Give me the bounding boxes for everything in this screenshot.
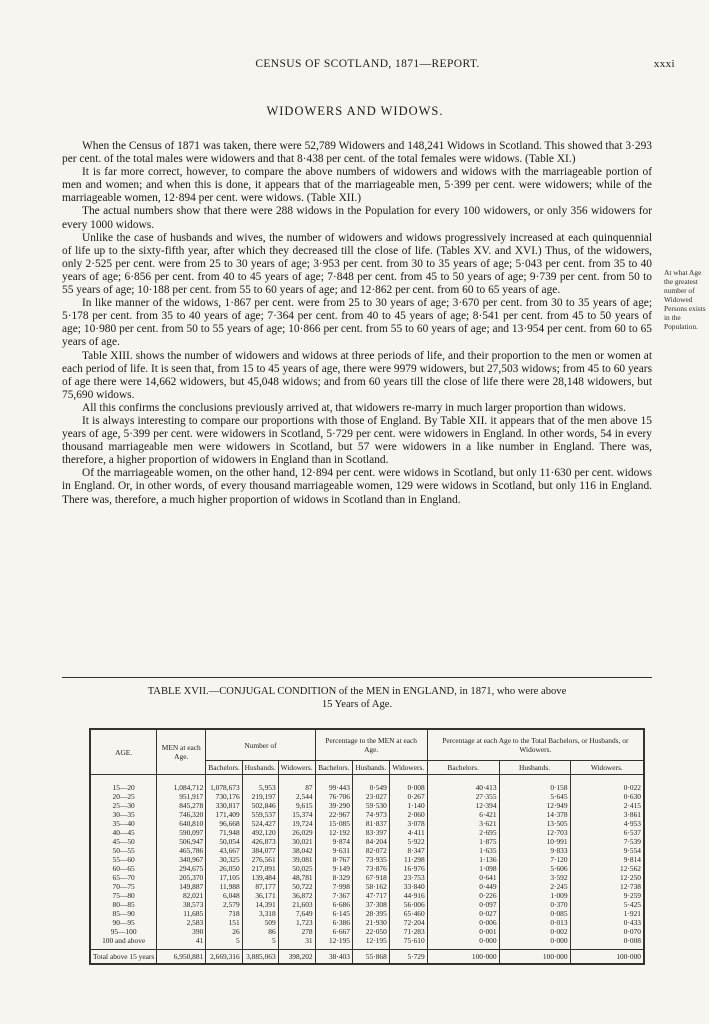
table-cell: 12·562: [570, 864, 644, 873]
table-cell: 7·539: [570, 837, 644, 846]
col-group-pct-men: Percentage to the MEN at each Age.: [315, 729, 427, 761]
table-total-row: [90, 950, 644, 965]
table-row: [90, 837, 644, 846]
table-cell: 59·530: [352, 801, 389, 810]
table-cell: 5: [206, 936, 242, 950]
table-cell: 22·050: [352, 927, 389, 936]
table-cell: 47·717: [352, 891, 389, 900]
table-title: [62, 686, 652, 711]
table-cell: 74·973: [352, 810, 389, 819]
table-cell: 4·953: [570, 819, 644, 828]
table-cell: 65·460: [389, 909, 427, 918]
section-divider: [62, 677, 652, 678]
table-cell: 96,668: [206, 819, 242, 828]
table-cell: 85—90: [90, 909, 157, 918]
table-cell: 9,615: [278, 801, 315, 810]
table-cell: 3·592: [499, 873, 570, 882]
table-cell: 12·394: [427, 801, 499, 810]
table-cell: 80—85: [90, 900, 157, 909]
table-cell: 26: [206, 927, 242, 936]
table-row: [90, 891, 644, 900]
table-cell: 718: [206, 909, 242, 918]
table-cell: 951,917: [157, 792, 206, 801]
table-cell: 15—20: [90, 775, 157, 793]
table-cell: 0·097: [427, 900, 499, 909]
table-cell: 25—30: [90, 801, 157, 810]
table-row: [90, 882, 644, 891]
table-cell: 2,579: [206, 900, 242, 909]
table-cell: 8·347: [389, 846, 427, 855]
table-cell: 5·645: [499, 792, 570, 801]
table-cell: 9·833: [499, 846, 570, 855]
table-cell: 5·425: [570, 900, 644, 909]
table-cell: 6,048: [206, 891, 242, 900]
running-title: CENSUS OF SCOTLAND, 1871—REPORT.: [255, 58, 480, 70]
table-cell: 0·226: [427, 891, 499, 900]
table-cell: 219,197: [242, 792, 278, 801]
table-row: [90, 810, 644, 819]
table-cell: 7·998: [315, 882, 352, 891]
table-row: [90, 936, 644, 950]
table-cell: 3·861: [570, 810, 644, 819]
table-cell: 12·195: [315, 936, 352, 950]
table-cell: 41: [157, 936, 206, 950]
table-cell: 0·549: [352, 775, 389, 793]
table-cell: 82,021: [157, 891, 206, 900]
table-cell: 1,084,712: [157, 775, 206, 793]
table-cell: 56·006: [389, 900, 427, 909]
table-cell: 845,278: [157, 801, 206, 810]
table-cell: 524,427: [242, 819, 278, 828]
table-cell: 28·395: [352, 909, 389, 918]
table-cell: 86: [242, 927, 278, 936]
table-cell: 492,120: [242, 828, 278, 837]
table-cell: 0·008: [389, 775, 427, 793]
table-cell: 6·686: [315, 900, 352, 909]
table-cell: 95—100: [90, 927, 157, 936]
table-cell: 16·976: [389, 864, 427, 873]
table-cell: 13·505: [499, 819, 570, 828]
col-men: MEN at each Age.: [157, 729, 206, 775]
table-cell: 0·433: [570, 918, 644, 927]
table-row: [90, 792, 644, 801]
col-age: AGE.: [90, 729, 157, 775]
table-cell: 30,325: [206, 855, 242, 864]
table-cell: 38,042: [278, 846, 315, 855]
col-bachelors: Bachelors.: [206, 761, 242, 775]
table-cell: 426,873: [242, 837, 278, 846]
table-cell: 9·554: [570, 846, 644, 855]
table-cell: 1·136: [427, 855, 499, 864]
table-cell: 12·738: [570, 882, 644, 891]
table-cell: 7·120: [499, 855, 570, 864]
table-cell: 1,078,673: [206, 775, 242, 793]
table-row: [90, 855, 644, 864]
table-cell: 50,722: [278, 882, 315, 891]
table-cell: 87,177: [242, 882, 278, 891]
table-container: [89, 728, 645, 965]
table-cell: 217,091: [242, 864, 278, 873]
table-cell: 398,202: [278, 950, 315, 965]
paragraph: In like manner of the widows, 1·867 per cent. were from 25 to 30 years of age; 3·670 per cent. from 30 to 35 years of age; 5·178 per cent. from 35 to 40 years of age; 7·364 per cent. from 40 to 45 years of age; 8·541 per cent. from 45 to 50 years of age; 10·980 per cent. from 50 to 55 years of age; 10·866 per cent. from 55 to 60 years of age; and 13·954 per cent. from 60 to 65 years of age.: [62, 297, 652, 349]
table-cell: 1,723: [278, 918, 315, 927]
table-cell: 21·930: [352, 918, 389, 927]
table-cell: 45—50: [90, 837, 157, 846]
table-row: [90, 846, 644, 855]
table-row: [90, 801, 644, 810]
table-cell: 10·991: [499, 837, 570, 846]
table-cell: 384,077: [242, 846, 278, 855]
table-cell: 71·283: [389, 927, 427, 936]
table-cell: 40·413: [427, 775, 499, 793]
table-cell: 3·621: [427, 819, 499, 828]
col-pct-husbands: Husbands.: [352, 761, 389, 775]
table-cell: 0·001: [427, 927, 499, 936]
table-cell: 55·868: [352, 950, 389, 965]
table-cell: 0·013: [499, 918, 570, 927]
table-cell: 15,374: [278, 810, 315, 819]
table-cell: 4·411: [389, 828, 427, 837]
table-cell: 21,603: [278, 900, 315, 909]
table-cell: 71,948: [206, 828, 242, 837]
table-cell: 30,021: [278, 837, 315, 846]
table-cell: 2,583: [157, 918, 206, 927]
table-cell: 75—80: [90, 891, 157, 900]
table-cell: 36,171: [242, 891, 278, 900]
table-cell: 33·840: [389, 882, 427, 891]
table-cell: 6·667: [315, 927, 352, 936]
table-cell: 276,561: [242, 855, 278, 864]
paragraph: When the Census of 1871 was taken, there were 52,789 Widowers and 148,241 Widows in Scotland. This showed that 3·293 per cent. of the total males were widowers and that 8·438 per cent. of the total females were widows. (Table XI.): [62, 140, 652, 166]
table-cell: 73·935: [352, 855, 389, 864]
table-row: [90, 918, 644, 927]
paragraph: It is always interesting to compare our proportions with those of England. By Table XII. it appears that of the men above 15 years of age, 5·399 per cent. were widowers in Scotland, 5·729 per cent. were widowers in England. In other words, 54 in every thousand marriageable men were widowers in Scotland, but 57 were widowers in a like number in England. There was, therefore, a higher proportion of widowers in England than in Scotland.: [62, 414, 652, 467]
table-cell: 0·370: [499, 900, 570, 909]
table-row: [90, 909, 644, 918]
paragraph: All this confirms the conclusions previously arrived at, that widowers re-marry in much larger proportion than widows.: [82, 401, 626, 414]
table-cell: 0·267: [389, 792, 427, 801]
table-cell: 65—70: [90, 873, 157, 882]
table-cell: 2·695: [427, 828, 499, 837]
table-cell: 509: [242, 918, 278, 927]
table-row: [90, 775, 644, 793]
table-cell: 22·967: [315, 810, 352, 819]
table-cell: 31: [278, 936, 315, 950]
paragraph: Of the marriageable women, on the other hand, 12·894 per cent. were widows in Scotland, but only 11·630 per cent. widows in England. Or, in other words, of every thousand marriageable women, 129 were widows in Scotland, but only 116 in England. There was, therefore, a much higher proportion of widows in Scotland than in England.: [62, 467, 652, 506]
paragraph: Table XIII. shows the number of widowers and widows at three periods of life, and their proportion to the men or women at each period of life. It is seen that, from 15 to 45 years of age, there were 9979 widowers, but 27,503 widows; from 45 to 60 years of age there were 14,662 widowers, but 45,048 widows; and from 60 years till the close of life there were 28,148 widowers, but 75,690 widows.: [62, 349, 652, 401]
table-cell: 0·000: [499, 936, 570, 950]
table-cell: 27·355: [427, 792, 499, 801]
table-cell: 1·921: [570, 909, 644, 918]
table-cell: 12·949: [499, 801, 570, 810]
table-cell: 278: [278, 927, 315, 936]
table-cell: 6·537: [570, 828, 644, 837]
col-pct-widowers: Widowers.: [389, 761, 427, 775]
table-row: [90, 873, 644, 882]
table-cell: 9·259: [570, 891, 644, 900]
paragraph: It is far more correct, however, to compare the above numbers of widowers and widows with the marriageable portion of men and women; and when this is done, it appears that of the marriageable men, 5·399 per cent. were widowers; while of the marriageable women, 12·894 per cent. were widows. (Table XII.): [62, 166, 652, 205]
table-row: [90, 864, 644, 873]
table-cell: 294,675: [157, 864, 206, 873]
body-text: [62, 140, 652, 507]
table-cell: 7·367: [315, 891, 352, 900]
table-cell: 0·641: [427, 873, 499, 882]
table-cell: 50,054: [206, 837, 242, 846]
col-husbands: Husbands.: [242, 761, 278, 775]
table-cell: 5·729: [389, 950, 427, 965]
table-cell: 15·085: [315, 819, 352, 828]
table-cell: 1·009: [499, 891, 570, 900]
table-cell: 746,320: [157, 810, 206, 819]
conjugal-condition-table: [89, 728, 645, 965]
table-cell: 11,988: [206, 882, 242, 891]
table-cell: 100 and above: [90, 936, 157, 950]
table-cell: 83·397: [352, 828, 389, 837]
table-cell: 9·149: [315, 864, 352, 873]
table-cell: 1·875: [427, 837, 499, 846]
table-cell: 12·195: [352, 936, 389, 950]
table-cell: 9·814: [570, 855, 644, 864]
table-title-line-1: TABLE XVII.—CONJUGAL CONDITION of the MEN in ENGLAND, in 1871, who were above: [147, 686, 567, 697]
table-cell: 9·631: [315, 846, 352, 855]
table-cell: 23·027: [352, 792, 389, 801]
table-cell: 72·204: [389, 918, 427, 927]
margin-note: At what Age the greatest number of Widowed Persons exists in the Population.: [664, 268, 706, 331]
table-cell: 0·006: [427, 918, 499, 927]
table-cell: 55—60: [90, 855, 157, 864]
table-cell: 11·298: [389, 855, 427, 864]
page-number: xxxi: [653, 58, 675, 70]
table-cell: 5·922: [389, 837, 427, 846]
table-cell: 171,409: [206, 810, 242, 819]
table-cell: 82·072: [352, 846, 389, 855]
table-cell: 6,950,881: [157, 950, 206, 965]
table-cell: 30—35: [90, 810, 157, 819]
table-cell: 139,484: [242, 873, 278, 882]
table-cell: 43,667: [206, 846, 242, 855]
table-cell: 640,810: [157, 819, 206, 828]
col-pct-bachelors: Bachelors.: [315, 761, 352, 775]
table-cell: 6·145: [315, 909, 352, 918]
table-cell: 11,685: [157, 909, 206, 918]
table-cell: 559,537: [242, 810, 278, 819]
table-cell: 6·386: [315, 918, 352, 927]
table-cell: 90—95: [90, 918, 157, 927]
table-cell: 87: [278, 775, 315, 793]
table-cell: 2·245: [499, 882, 570, 891]
table-title-line-2: 15 Years of Age.: [321, 698, 393, 710]
table-cell: 340,967: [157, 855, 206, 864]
table-cell: 12·703: [499, 828, 570, 837]
table-cell: 81·837: [352, 819, 389, 828]
table-cell: 76·706: [315, 792, 352, 801]
table-row: [90, 819, 644, 828]
table-cell: 0·027: [427, 909, 499, 918]
table-cell: 2·060: [389, 810, 427, 819]
col-group-number: Number of: [206, 729, 315, 761]
table-cell: 39,081: [278, 855, 315, 864]
table-cell: 60—65: [90, 864, 157, 873]
table-row: [90, 927, 644, 936]
table-cell: 44·916: [389, 891, 427, 900]
table-cell: 17,105: [206, 873, 242, 882]
table-cell: 0·070: [570, 927, 644, 936]
table-cell: 75·610: [389, 936, 427, 950]
table-body: [90, 775, 644, 950]
table-cell: 590,097: [157, 828, 206, 837]
table-cell: 39·290: [315, 801, 352, 810]
table-cell: 0·000: [427, 936, 499, 950]
table-cell: 0·158: [499, 775, 570, 793]
table-cell: 0·022: [570, 775, 644, 793]
table-cell: 149,887: [157, 882, 206, 891]
col-group-pct-total: Percentage at each Age to the Total Bachelors, or Husbands, or Widowers.: [427, 729, 644, 761]
table-cell: 8·329: [315, 873, 352, 882]
table-cell: 6·421: [427, 810, 499, 819]
table-cell: 1·140: [389, 801, 427, 810]
col-widowers: Widowers.: [278, 761, 315, 775]
table-cell: 50,025: [278, 864, 315, 873]
table-cell: 73·876: [352, 864, 389, 873]
table-cell: 26,029: [278, 828, 315, 837]
table-cell: 0·002: [499, 927, 570, 936]
table-cell: 58·162: [352, 882, 389, 891]
table-cell: 3,318: [242, 909, 278, 918]
table-cell: 26,050: [206, 864, 242, 873]
table-cell: 0·008: [570, 936, 644, 950]
table-cell: 70—75: [90, 882, 157, 891]
table-cell: 12·192: [315, 828, 352, 837]
table-cell: 48,781: [278, 873, 315, 882]
table-cell: 390: [157, 927, 206, 936]
table-cell: 100·000: [570, 950, 644, 965]
paragraph: The actual numbers show that there were 288 widows in the Population for every 100 widowers, or only 356 widowers for every 1000 widows.: [62, 205, 652, 231]
section-title: WIDOWERS AND WIDOWS.: [266, 104, 444, 118]
table-cell: 12·250: [570, 873, 644, 882]
col-tot-bachelors: Bachelors.: [427, 761, 499, 775]
col-tot-widowers: Widowers.: [570, 761, 644, 775]
table-cell: 330,817: [206, 801, 242, 810]
table-cell: 465,786: [157, 846, 206, 855]
table-cell: 19,724: [278, 819, 315, 828]
table-cell: 100·000: [499, 950, 570, 965]
table-cell: 506,947: [157, 837, 206, 846]
table-cell: 205,370: [157, 873, 206, 882]
table-cell: 0·449: [427, 882, 499, 891]
table-cell: 38,573: [157, 900, 206, 909]
table-cell: 14·378: [499, 810, 570, 819]
table-cell: 100·000: [427, 950, 499, 965]
table-row: [90, 900, 644, 909]
table-cell: Total above 15 years: [90, 950, 157, 965]
table-cell: 0·630: [570, 792, 644, 801]
table-cell: 2,544: [278, 792, 315, 801]
table-cell: 99·443: [315, 775, 352, 793]
table-cell: 38·403: [315, 950, 352, 965]
table-cell: 5: [242, 936, 278, 950]
table-cell: 5,953: [242, 775, 278, 793]
table-cell: 35—40: [90, 819, 157, 828]
table-cell: 9·874: [315, 837, 352, 846]
table-cell: 37·308: [352, 900, 389, 909]
table-cell: 50—55: [90, 846, 157, 855]
table-cell: 730,176: [206, 792, 242, 801]
table-cell: 151: [206, 918, 242, 927]
table-cell: 14,391: [242, 900, 278, 909]
table-cell: 1·635: [427, 846, 499, 855]
table-row: [90, 828, 644, 837]
table-cell: 2,669,316: [206, 950, 242, 965]
table-cell: 502,846: [242, 801, 278, 810]
table-cell: 20—25: [90, 792, 157, 801]
table-cell: 84·204: [352, 837, 389, 846]
table-cell: 36,872: [278, 891, 315, 900]
col-tot-husbands: Husbands.: [499, 761, 570, 775]
table-cell: 2·415: [570, 801, 644, 810]
table-cell: 40—45: [90, 828, 157, 837]
table-cell: 0·085: [499, 909, 570, 918]
table-cell: 5·606: [499, 864, 570, 873]
table-cell: 8·767: [315, 855, 352, 864]
paragraph: Unlike the case of husbands and wives, the number of widowers and widows progressively increased at each quinquennial of life up to the sixty-fifth year, after which they decreased till the close of life. (Tables XV. and XVI.) Thus, of the widowers, only 2·525 per cent. were from 25 to 30 years of age; 3·953 per cent. from 30 to 35 years of age; 5·043 per cent. from 35 to 40 years of age; 6·856 per cent. from 40 to 45 years of age; 7·848 per cent. from 45 to 50 years of age; 9·739 per cent. from 50 to 55 years of age; 10·188 per cent. from 55 to 60 years of age; and 12·862 per cent. from 60 to 65 years of age.: [62, 231, 652, 297]
table-cell: 3·078: [389, 819, 427, 828]
table-cell: 1·098: [427, 864, 499, 873]
table-cell: 7,649: [278, 909, 315, 918]
table-cell: 67·918: [352, 873, 389, 882]
table-cell: 23·753: [389, 873, 427, 882]
table-cell: 3,885,063: [242, 950, 278, 965]
running-head: [60, 58, 675, 70]
